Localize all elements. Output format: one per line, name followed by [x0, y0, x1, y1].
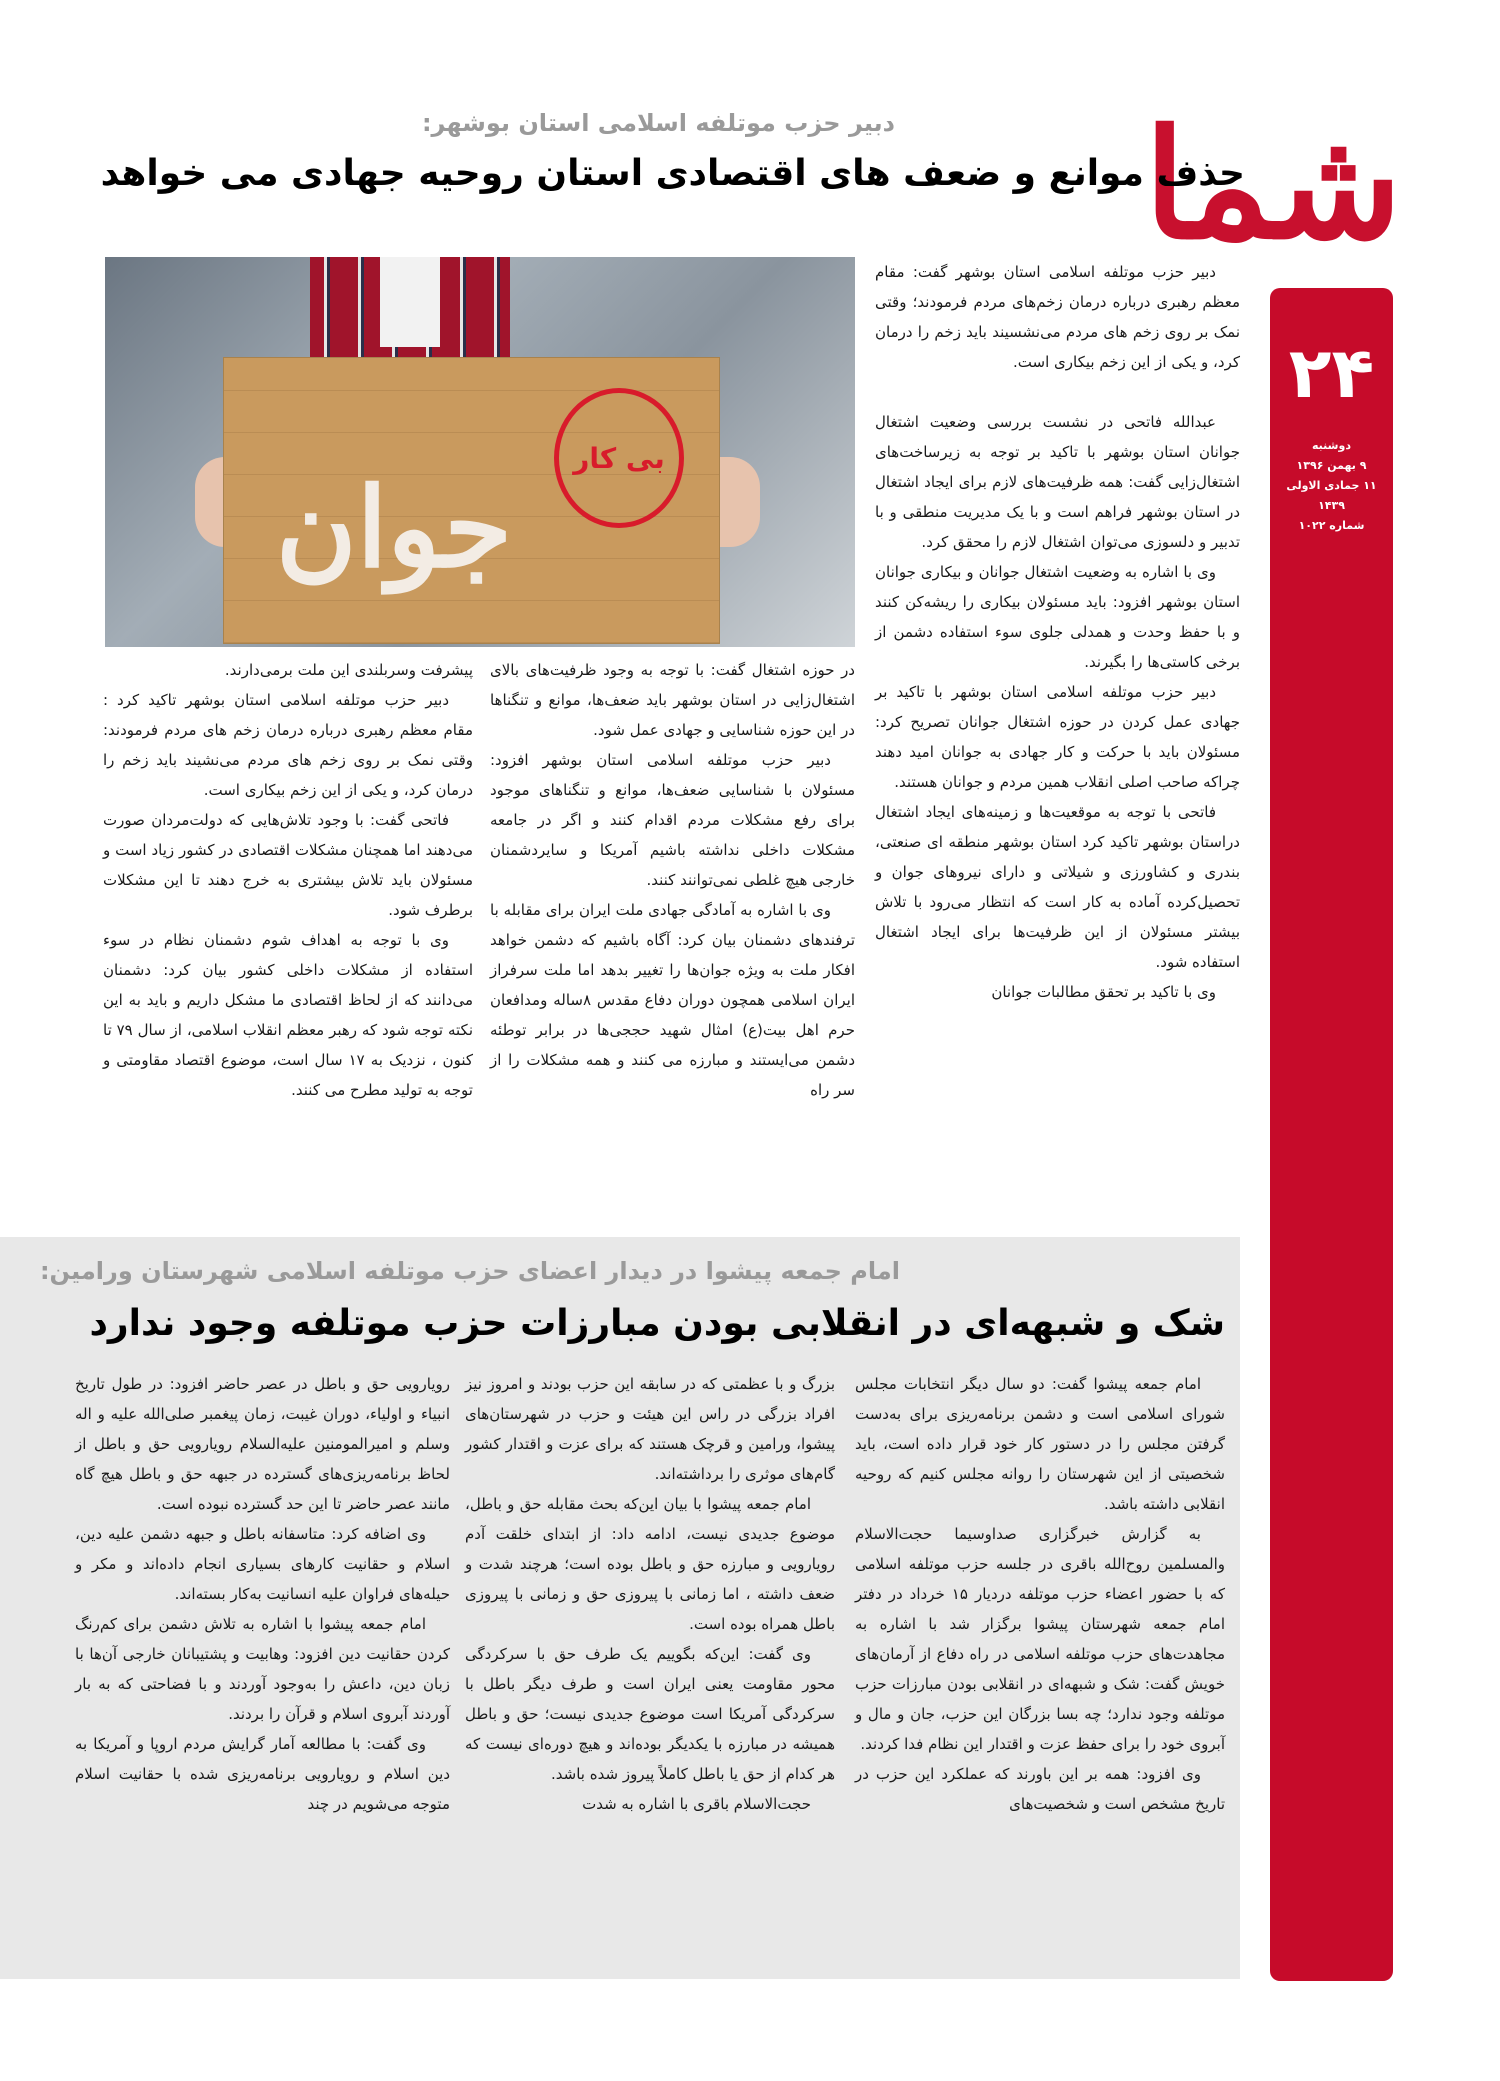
paragraph: دبیر حزب موتلفه اسلامی استان بوشهر تاکید کرد : مقام معظم رهبری درباره درمان زخم های مردم فرمودند: وقتی نمک بر روی زخم های مردم می‌نشیند باید زخم را درمان کرد، و یکی از این زخم بیکاری است.	[103, 691, 473, 799]
article-photo-unemployed-youth	[105, 257, 855, 647]
article-column-1	[875, 257, 1240, 1007]
article-headline: حذف موانع و ضعف های اقتصادی استان روحیه جهادی می خواهد	[100, 153, 1245, 194]
paragraph: دبیر حزب موتلفه اسلامی استان بوشهر گفت: مقام معظم رهبری درباره درمان زخم‌های مردم فرمودند؛ وقتی نمک بر روی زخم های مردم می‌نشسیند باید زخم را درمان کرد، و یکی از این زخم بیکاری است.	[875, 263, 1240, 371]
paragraph: وی اضافه کرد: متاسفانه باطل و جبهه دشمن علیه دین، اسلام و حقانیت کارهای بسیاری انجام داده‌اند و مکر و حیله‌های فراوان علیه انسانیت به‌کار بسته‌اند.	[75, 1525, 450, 1603]
paragraph: فاتحی گفت: با وجود تلاش‌هایی که دولت‌مردان صورت می‌دهند اما همچنان مشکلات اقتصادی در کشور زیاد است و مسئولان باید تلاش بیشتری به خرج دهند تا این مشکلات برطرف شود.	[103, 811, 473, 919]
issue-number: شماره ۱۰۲۲	[1298, 519, 1365, 532]
article-column-3	[75, 1369, 450, 1819]
cardboard-sign	[223, 357, 720, 644]
paragraph: امام جمعه پیشوا با اشاره به تلاش دشمن برای کم‌رنگ کردن حقانیت دین افزود: وهابیت و پشتیبانان خارجی آن‌ها با زبان دین، داعش را به‌وجود آوردند و با فضاحتی که به بار آوردند آبروی اسلام و قرآن را بردند.	[75, 1615, 450, 1723]
paragraph: به گزارش خبرگزاری صداوسیما حجت‌الاسلام والمسلمین روح‌الله باقری در جلسه حزب موتلفه اسلامی که با حضور اعضاء حزب موتلفه دردیار ۱۵ خرداد در دفتر امام جمعه شهرستان پیشوا برگزار شد با اشاره به مجاهدت‌های حزب موتلفه اسلامی در راه دفاع از آرمان‌های خویش گفت: شک و شبهه‌ای در انقلابی بودن مبارزات حزب موتلفه وجود ندارد؛ چه بسا بزرگان این حزب، جان و مال و آبروی خود را برای حفظ عزت و اقتدار این نظام فدا کردند.	[855, 1525, 1225, 1753]
article-column-2	[465, 1369, 835, 1819]
paragraph: دبیر حزب موتلفه اسلامی استان بوشهر با تاکید بر جهادی عمل کردن در حوزه اشتغال جوانان تصریح کرد: مسئولان باید با حرکت و کار جهادی به جوانان امید دهند چراکه صاحب اصلی انقلاب همین مردم و جوانان هستند.	[875, 683, 1240, 791]
paragraph: پیشرفت وسربلندی این ملت برمی‌دارند.	[224, 661, 473, 679]
solar-date: ۹ بهمن ۱۳۹۶	[1296, 459, 1367, 472]
paragraph: در حوزه اشتغال گفت: با توجه به وجود ظرفیت‌های بالای اشتغال‌زایی در استان بوشهر باید ضعف‌ها، موانع و تنگناها در این حوزه شناسایی و جهادی عمل شود.	[490, 661, 855, 739]
lunar-date: ۱۱ جمادی الاولی ۱۴۳۹	[1286, 479, 1377, 512]
paragraph: وی گفت: با مطالعه آمار گرایش مردم اروپا و آمریکا به دین اسلام و رویارویی برنامه‌ریزی شده با حقانیت اسلام متوجه می‌شویم در چند	[75, 1735, 450, 1813]
article-column-1	[855, 1369, 1225, 1819]
paragraph: وی گفت: این‌که بگوییم یک طرف حق با سرکردگی محور مقاومت یعنی ایران است و طرف دیگر باطل با سرکردگی آمریکا است موضوع جدیدی نیست؛ حق و باطل همیشه در مبارزه با یکدیگر بوده‌اند و هیچ دوره‌ای نیست که هر کدام از حق یا باطل کاملاً پیروز شده باشد.	[465, 1645, 835, 1783]
weekday: دوشنبه	[1312, 439, 1351, 452]
paragraph: وی با اشاره به وضعیت اشتغال جوانان و بیکاری جوانان استان بوشهر افزود: باید مسئولان بیکاری را ریشه‌کن کنند و با حفظ وحدت و همدلی جلوی سوء استفاده دشمن از برخی کاستی‌ها را بگیرند.	[875, 563, 1240, 671]
sign-word: جوان	[275, 463, 513, 592]
article-column-2	[490, 655, 855, 1105]
paragraph: وی با تاکید بر تحقق مطالبات جوانان	[991, 983, 1216, 1001]
article-headline: شک و شبهه‌ای در انقلابی بودن مبارزات حزب موتلفه وجود ندارد	[89, 1303, 1225, 1344]
page-number: ۲۴	[1288, 332, 1375, 414]
paragraph: رویارویی حق و باطل در عصر حاضر افزود: در طول تاریخ انبیاء و اولیاء، دوران غیبت، زمان پیغمبر صلی‌الله علیه و اله وسلم و امیرالمومنین علیه‌السلام رویارویی حق و باطل از لحاظ برنامه‌ریزی‌های گسترده در جبهه حق و باطل هیچ گاه مانند عصر حاضر تا این حد گسترده نبوده است.	[75, 1375, 450, 1513]
red-stamp: بی کار	[554, 388, 684, 528]
article-kicker: امام جمعه پیشوا در دیدار اعضای حزب موتلفه اسلامی شهرستان ورامین:	[39, 1257, 900, 1285]
paragraph: فاتحی با توجه به موقعیت‌ها و زمینه‌های ایجاد اشتغال دراستان بوشهر تاکید کرد استان بوشهر منطقه ای صنعتی، بندری و کشاورزی و شیلاتی و دارای نیروهای جوان و تحصیل‌کرده آماده به کار است که انتظار می‌رود با تلاش بیشتر مسئولان از این ظرفیت‌ها برای ایجاد اشتغال استفاده شود.	[875, 803, 1240, 971]
paragraph: امام جمعه پیشوا گفت: دو سال دیگر انتخابات مجلس شورای اسلامی است و دشمن برنامه‌ریزی برای به‌دست گرفتن مجلس را در دستور کار خود قرار داده است، باید شخصیتی از این شهرستان را روانه مجلس کنیم که روحیه انقلابی داشته باشد.	[855, 1375, 1225, 1513]
paragraph: بزرگ و با عظمتی که در سابقه این حزب بودند و امروز نیز افراد بزرگی در راس این هیئت و حزب در شهرستان‌های پیشوا، ورامین و قرچک هستند که برای عزت و اقتدار کشور گام‌های موثری را برداشته‌اند.	[465, 1375, 835, 1483]
paragraph: حجت‌الاسلام باقری با اشاره به شدت	[582, 1795, 811, 1813]
paragraph: دبیر حزب موتلفه اسلامی استان بوشهر افزود: مسئولان با شناسایی ضعف‌ها، موانع و تنگناهای موجود برای رفع مشکلات مردم اقدام کنند و اگر در جامعه مشکلات داخلی نداشته باشیم آمریکا و سایردشمنان خارجی هیچ غلطی نمی‌توانند کنند.	[490, 751, 855, 889]
paragraph: وی افزود: همه بر این باورند که عملکرد این حزب در تاریخ مشخص است و شخصیت‌های	[855, 1765, 1225, 1813]
paragraph: امام جمعه پیشوا با بیان این‌که بحث مقابله حق و باطل، موضوع جدیدی نیست، ادامه داد: از ابتدای خلقت آدم رویارویی و مبارزه حق و باطل بوده است؛ هرچند شدت و ضعف داشته ، اما زمانی با پیروزی حق و زمانی با پیروزی باطل همراه بوده است.	[465, 1495, 835, 1633]
paragraph: وی با توجه به اهداف شوم دشمنان نظام در سوء استفاده از مشکلات داخلی کشور بیان کرد: دشمنان می‌دانند که از لحاظ اقتصادی ما مشکل داریم و باید به این نکته توجه شود که رهبر معظم انقلاب اسلامی، از سال ۷۹ تا کنون ، نزدیک به ۱۷ سال است، موضوع اقتصاد مقاومتی و توجه به تولید مطرح می کنند.	[103, 931, 473, 1099]
article-column-3	[103, 655, 473, 1105]
shirt-collar	[380, 257, 440, 347]
article-motalefeh-varamin	[0, 1237, 1240, 1979]
publication-logo: شما	[1143, 97, 1402, 273]
paragraph: عبدالله فاتحی در نشست بررسی وضعیت اشتغال جوانان استان بوشهر با تاکید بر توجه به زیرساخت‌های اشتغال‌زایی گفت: همه ظرفیت‌های لازم برای ایجاد اشتغال در استان بوشهر فراهم است و با یک مدیریت منطقی و با تدبیر و دلسوزی می‌توان اشتغال لازم را محقق کرد.	[875, 413, 1240, 551]
page-info-sidebar	[1270, 288, 1393, 1981]
issue-date-block	[1270, 436, 1393, 536]
paragraph: وی با اشاره به آمادگی جهادی ملت ایران برای مقابله با ترفندهای دشمنان بیان کرد: آگاه باشیم که دشمن خواهد افکار ملت به ویژه جوان‌ها را تغییر بدهد اما ملت سرفراز ایران اسلامی همچون دوران دفاع مقدس ۸ساله ومدافعان حرم اهل بیت(ع) امثال شهید حججی‌ها در برابر توطئه دشمن می‌ایستند و مبارزه می کنند و همه مشکلات را از سر راه	[490, 901, 855, 1099]
article-kicker: دبیر حزب موتلفه اسلامی استان بوشهر:	[421, 109, 895, 137]
